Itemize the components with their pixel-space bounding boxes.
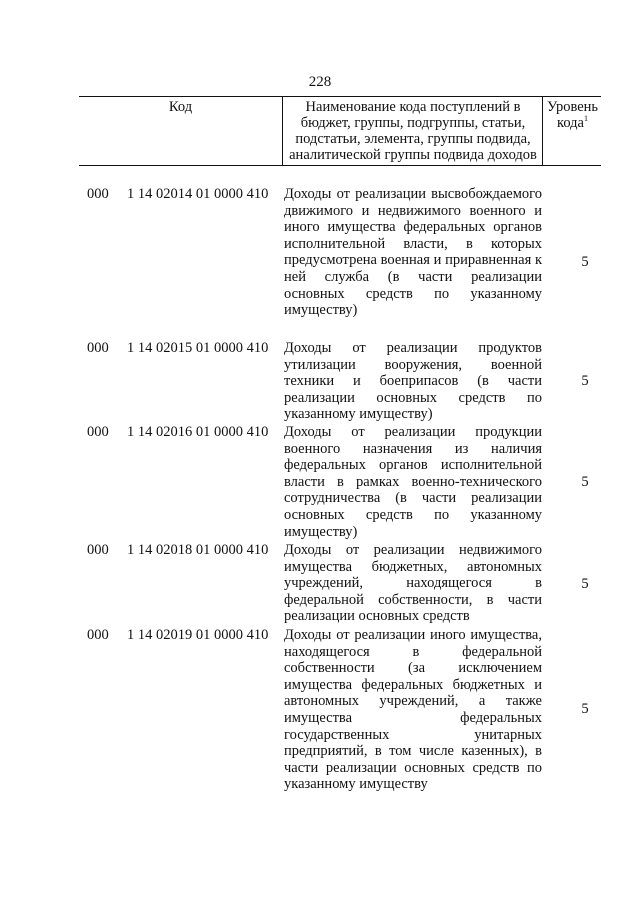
page-number: 228	[308, 74, 332, 90]
table-header	[79, 96, 601, 166]
income-code: 1 14 02014 01 0000 410	[127, 186, 269, 202]
income-name: Доходы от реализации продуктов утилизации вооружения, военной техники и боеприпасов (в части реализации основных средств по указанному имуществу)	[284, 340, 542, 423]
admin-code: 000	[87, 424, 109, 440]
admin-code: 000	[87, 542, 109, 558]
code-level: 5	[581, 373, 589, 389]
column-header-name: Наименование кода поступлений в бюджет, группы, подгруппы, статьи, подстатьи, элемента, группы подвида, аналитической группы подвида доходов	[289, 99, 537, 163]
income-code: 1 14 02016 01 0000 410	[127, 424, 269, 440]
income-code: 1 14 02018 01 0000 410	[127, 542, 269, 558]
code-level: 5	[581, 576, 589, 592]
footnote-marker: 1	[583, 114, 588, 124]
header-bottom-rule	[79, 165, 601, 166]
admin-code: 000	[87, 340, 109, 356]
income-name: Доходы от реализации недвижимого имущества бюджетных, автономных учреждений, находящегося в федеральной собственности, в части реализации основных средств	[284, 542, 542, 625]
header-divider-2	[542, 96, 543, 166]
header-top-rule	[79, 96, 601, 97]
code-level: 5	[581, 474, 589, 490]
column-header-level-text: Уровень кода	[546, 99, 599, 131]
column-header-code: Код	[168, 99, 193, 115]
income-name: Доходы от реализации иного имущества, находящегося в федеральной собственности (за исключением имущества федеральных бюджетных и автономных учреждений, а также имущества федеральных государственных унитарных предприятий, в том числе казенных), в части реализации основных средств по указанному имуществу	[284, 627, 542, 793]
income-name: Доходы от реализации высвобождаемого движимого и недвижимого военного и иного имущества федеральных органов исполнительной власти, в которых предусмотрена военная и приравненная к ней служба (в части реализации основных средств по указанному имуществу)	[284, 186, 542, 319]
income-code: 1 14 02015 01 0000 410	[127, 340, 269, 356]
admin-code: 000	[87, 186, 109, 202]
code-level: 5	[581, 701, 589, 717]
income-code: 1 14 02019 01 0000 410	[127, 627, 269, 643]
income-name: Доходы от реализации продукции военного назначения из наличия федеральных органов исполнительной власти в рамках военно-технического сотрудничества (в части реализации основных средств по указанному имуществу)	[284, 424, 542, 540]
admin-code: 000	[87, 627, 109, 643]
code-level: 5	[581, 254, 589, 270]
header-divider-1	[282, 96, 283, 166]
column-header-level	[544, 99, 601, 131]
